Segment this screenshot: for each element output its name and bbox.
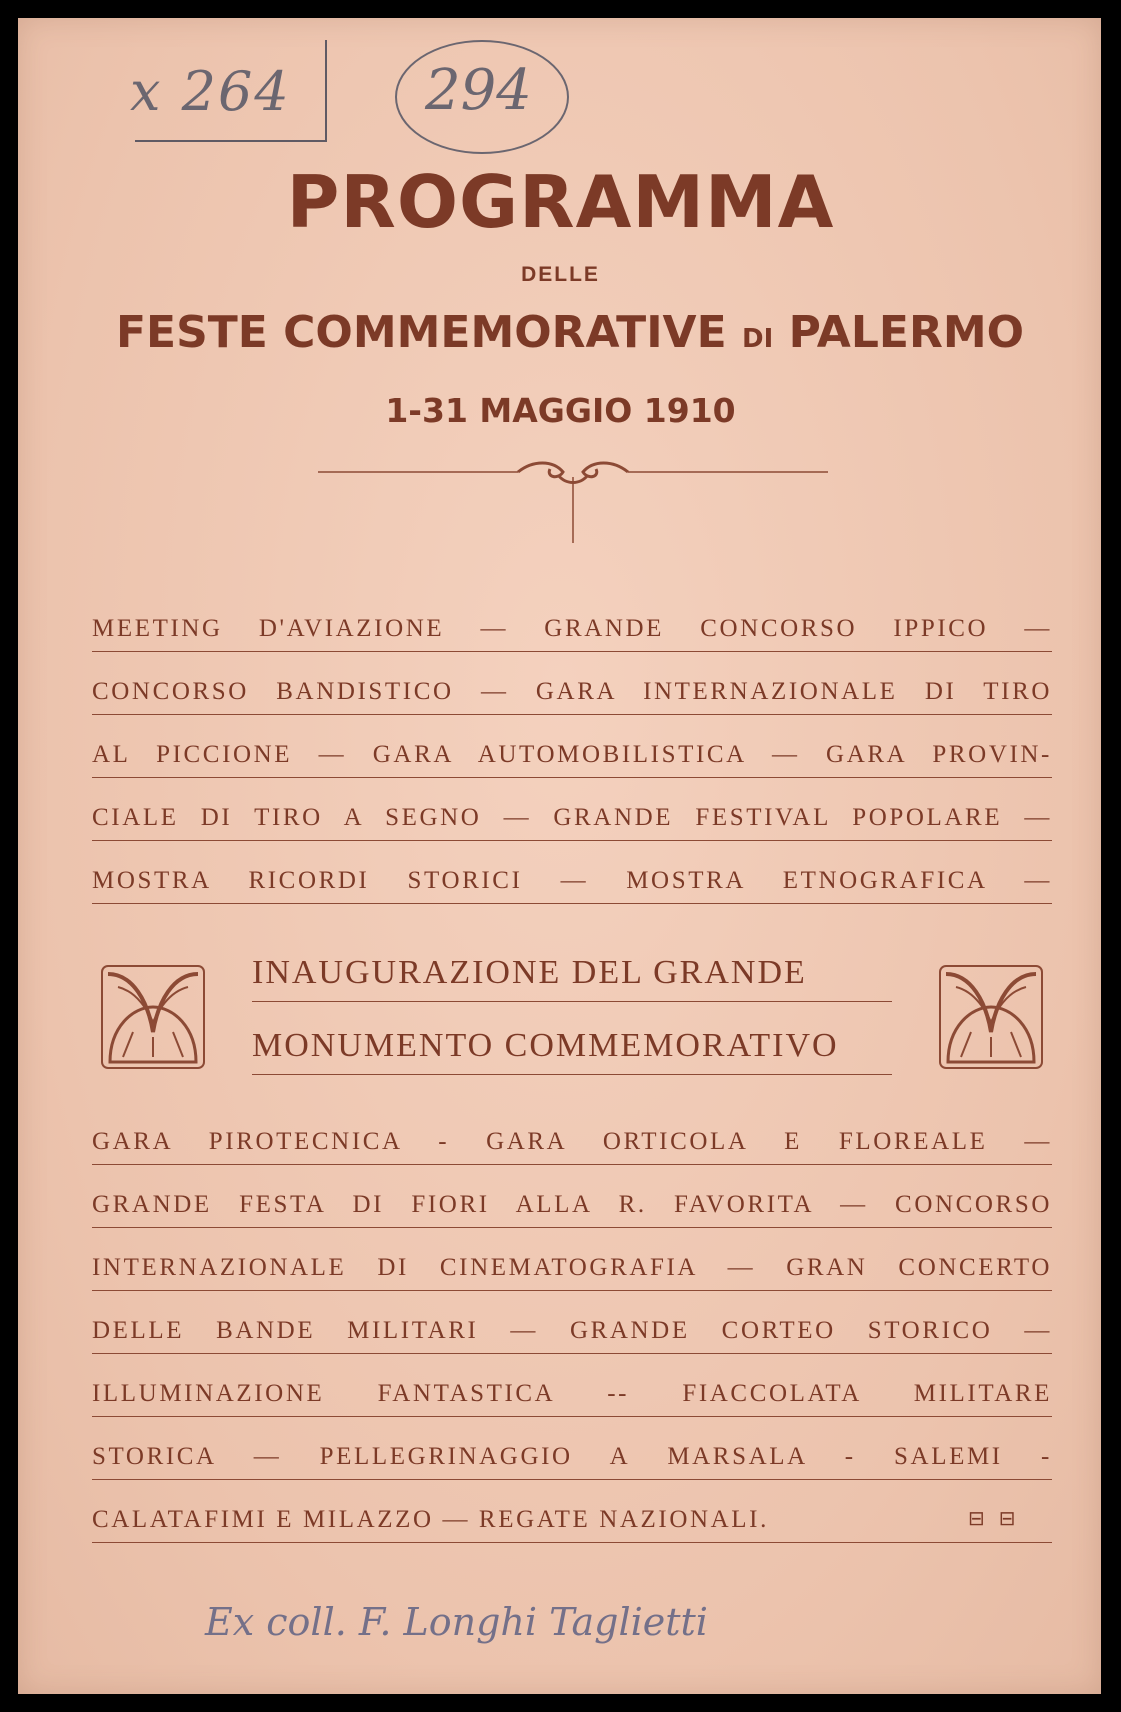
end-ornament-icons: ⊟⊟ — [968, 1508, 1030, 1530]
program-line: AL PICCIONE — GARA AUTOMOBILISTICA — GARA PROVIN- — [92, 733, 1052, 778]
inauguration-line: INAUGURAZIONE DEL GRANDE — [252, 945, 892, 1002]
program-line: MOSTRA RICORDI STORICI — MOSTRA ETNOGRAFICA — — [92, 859, 1052, 904]
reference-note: x 264 — [130, 60, 291, 123]
art-nouveau-emblem-right — [936, 962, 1046, 1072]
title-delle: DELLE — [521, 263, 600, 286]
program-line: INTERNAZIONALE DI CINEMATOGRAFIA — GRAN CONCERTO — [92, 1246, 1052, 1291]
program-line: MEETING D'AVIAZIONE — GRANDE CONCORSO IPPICO — — [92, 607, 1052, 652]
program-line: CIALE DI TIRO A SEGNO — GRANDE FESTIVAL POPOLARE — — [92, 796, 1052, 841]
divider-ornament — [318, 455, 828, 545]
program-list-bottom — [92, 1120, 1052, 1561]
event-dates: 1-31 MAGGIO 1910 — [385, 391, 736, 430]
inventory-number: 294 — [425, 58, 532, 123]
program-line: GARA PIROTECNICA - GARA ORTICOLA E FLOREALE — — [92, 1120, 1052, 1165]
art-nouveau-emblem-left — [98, 962, 208, 1072]
program-list-top — [92, 607, 1052, 922]
subtitle-di: DI — [742, 324, 774, 354]
subtitle — [90, 307, 1050, 358]
inauguration-block — [252, 945, 892, 1091]
program-line: ILLUMINAZIONE FANTASTICA -- FIACCOLATA MILITARE — [92, 1372, 1052, 1417]
inauguration-line: MONUMENTO COMMEMORATIVO — [252, 1018, 892, 1075]
program-line: GRANDE FESTA DI FIORI ALLA R. FAVORITA — CONCORSO — [92, 1183, 1052, 1228]
program-line: STORICA — PELLEGRINAGGIO A MARSALA - SALEMI - — [92, 1435, 1052, 1480]
page-title: PROGRAMMA — [286, 160, 835, 244]
program-line: CONCORSO BANDISTICO — GARA INTERNAZIONALE DI TIRO — [92, 670, 1052, 715]
program-line: DELLE BANDE MILITARI — GRANDE CORTEO STORICO — — [92, 1309, 1052, 1354]
subtitle-part1: FESTE COMMEMORATIVE — [115, 307, 727, 358]
subtitle-part2: PALERMO — [788, 307, 1025, 358]
collection-signature: Ex coll. F. Longhi Taglietti — [205, 1600, 708, 1644]
program-line: CALATAFIMI E MILAZZO — REGATE NAZIONALI. — [92, 1498, 1052, 1543]
